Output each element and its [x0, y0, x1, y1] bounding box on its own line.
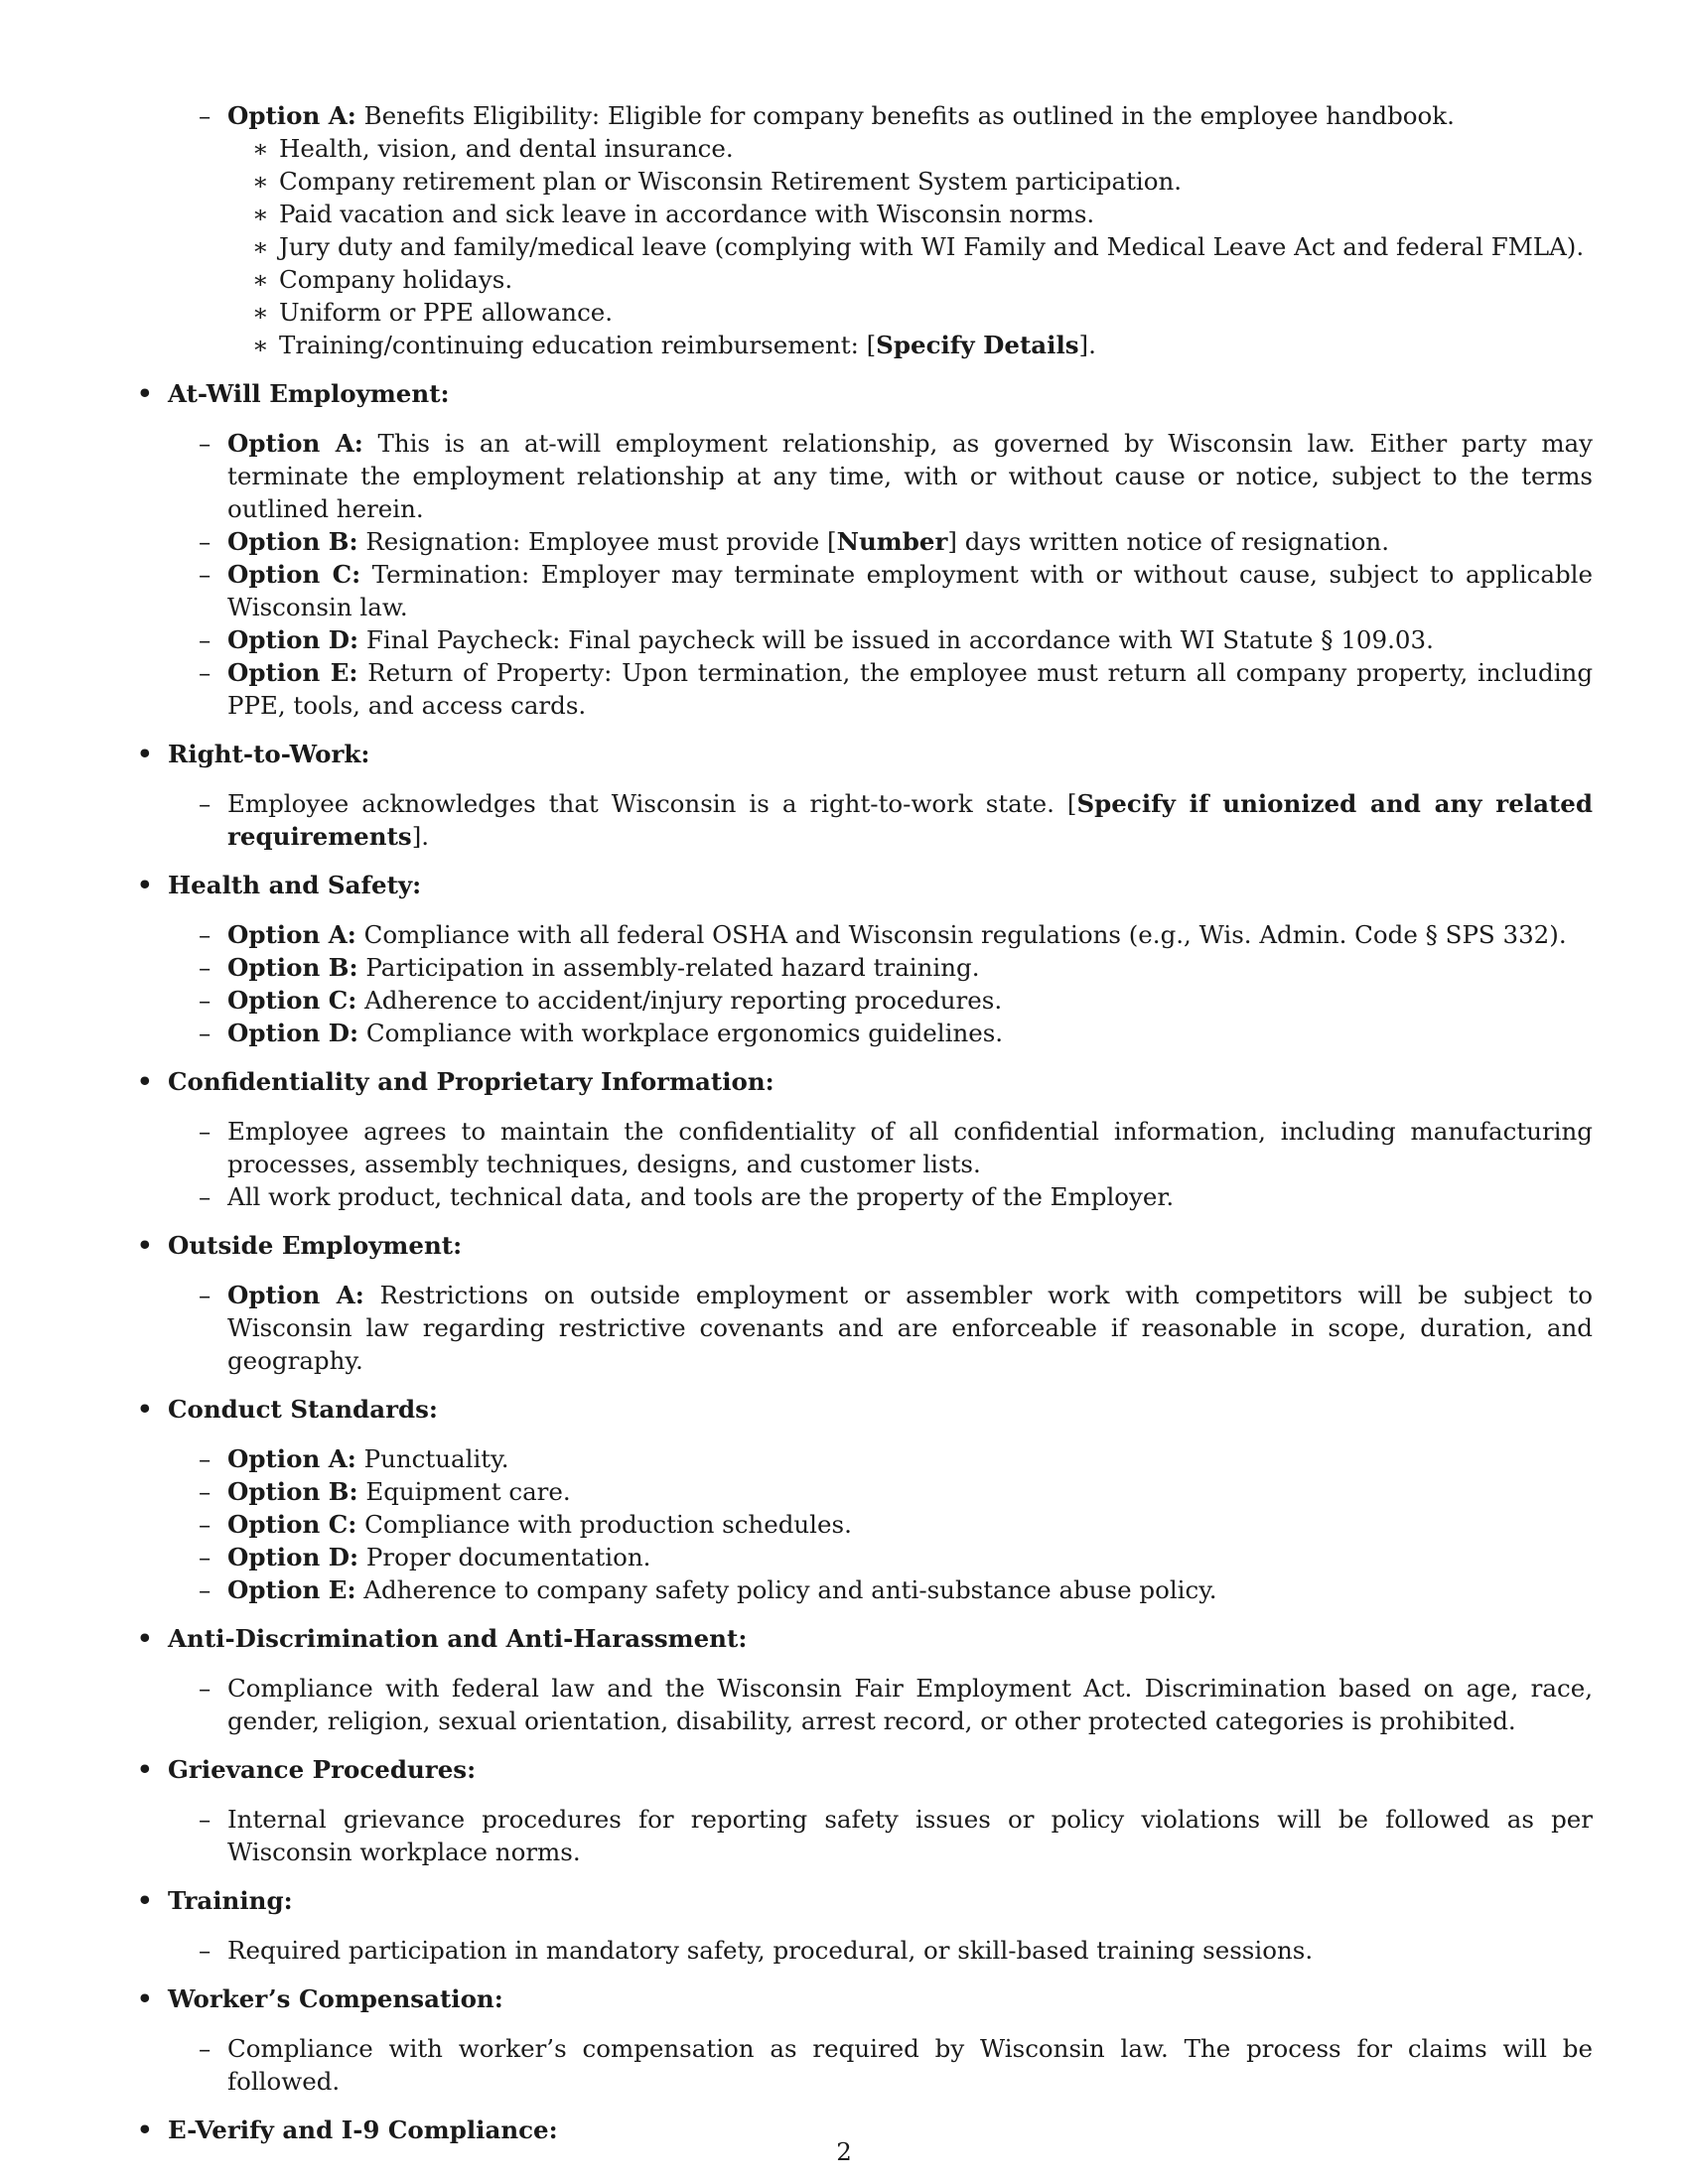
- item-text: Adherence to accident/injury reporting procedures.: [356, 986, 1003, 1015]
- option-label: Option D:: [227, 1019, 359, 1047]
- option-label: Option E:: [227, 658, 358, 687]
- item-text: Adherence to company safety policy and anti-substance abuse policy.: [355, 1575, 1217, 1604]
- bullet-marker: •: [137, 1067, 153, 1096]
- section-items: [133, 1803, 1593, 1868]
- list-item: [133, 623, 1593, 656]
- sub-list-item: [133, 296, 1593, 329]
- star-marker: ∗: [252, 134, 269, 163]
- list-item: [133, 1803, 1593, 1868]
- bullet-marker: •: [137, 379, 153, 408]
- bullet-marker: •: [137, 2116, 153, 2144]
- section-items: [133, 918, 1593, 1049]
- star-marker: ∗: [252, 167, 269, 196]
- item-text: Participation in assembly-related hazard training.: [357, 953, 980, 982]
- bullet-marker: •: [137, 1984, 153, 2013]
- item-text: Restrictions on outside employment or assembler work with competitors will be subject to Wisconsin law regarding restrictive covenants and are enforceable if reasonable in scope, duration, and geography.: [227, 1281, 1593, 1375]
- section-heading-row: [133, 1065, 1593, 1098]
- list-item: [133, 427, 1593, 525]
- list-item: [133, 656, 1593, 722]
- bullet-marker: •: [137, 1231, 153, 1260]
- section-heading: Grievance Procedures:: [168, 1755, 477, 1784]
- sub-item-text: Uniform or PPE allowance.: [279, 298, 614, 327]
- item-text: ].: [411, 822, 430, 851]
- sub-item-text: ].: [1078, 331, 1096, 359]
- bullet-marker: •: [137, 1886, 153, 1915]
- option-label: Option A:: [227, 1281, 364, 1309]
- item-text: Resignation: Employee must provide [: [357, 527, 837, 556]
- section-items: [133, 787, 1593, 853]
- dash-marker: –: [199, 2034, 211, 2063]
- section-right-to-work: [133, 738, 1593, 853]
- dash-marker: –: [199, 1936, 211, 1965]
- dash-marker: –: [199, 560, 211, 589]
- dash-marker: –: [199, 1019, 211, 1047]
- option-label: Option B:: [227, 953, 358, 982]
- section-heading: Right-to-Work:: [168, 740, 370, 768]
- benefits-continuation: [133, 99, 1593, 361]
- option-label: Option C:: [227, 560, 361, 589]
- sub-item-text: Health, vision, and dental insurance.: [279, 134, 734, 163]
- section-anti-discrimination: [133, 1622, 1593, 1737]
- bullet-marker: •: [137, 1395, 153, 1424]
- section-heading-row: [133, 1884, 1593, 1917]
- item-text: Compliance with worker’s compensation as required by Wisconsin law. The process for claims will be followed.: [227, 2034, 1593, 2096]
- section-heading-row: [133, 377, 1593, 410]
- dash-marker: –: [199, 1444, 211, 1473]
- section-health-and-safety: [133, 869, 1593, 1049]
- list-item: [133, 1115, 1593, 1180]
- section-outside-employment: [133, 1229, 1593, 1377]
- dash-marker: –: [199, 658, 211, 687]
- item-text: Compliance with production schedules.: [356, 1510, 852, 1539]
- list-item: [133, 1573, 1593, 1606]
- bullet-marker: •: [137, 1624, 153, 1653]
- item-text: Internal grievance procedures for reporting safety issues or policy violations will be followed as per Wisconsin workplace norms.: [227, 1805, 1593, 1866]
- section-heading: At-Will Employment:: [168, 379, 450, 408]
- option-label: Option D:: [227, 1543, 359, 1571]
- dash-marker: –: [199, 101, 211, 130]
- option-label: Option B:: [227, 1477, 358, 1506]
- dash-marker: –: [199, 1674, 211, 1703]
- dash-marker: –: [199, 625, 211, 654]
- section-heading: Outside Employment:: [168, 1231, 463, 1260]
- sub-list-item: [133, 165, 1593, 198]
- section-heading-row: [133, 738, 1593, 770]
- star-marker: ∗: [252, 232, 269, 261]
- item-text: Equipment care.: [357, 1477, 571, 1506]
- option-label: Option E:: [227, 1575, 356, 1604]
- section-training: [133, 1884, 1593, 1967]
- section-heading-row: [133, 869, 1593, 901]
- page-number: 2: [836, 2137, 852, 2166]
- item-text: Return of Property: Upon termination, the employee must return all company property, including PPE, tools, and access cards.: [227, 658, 1594, 720]
- placeholder-bold: Number: [836, 527, 948, 556]
- dash-marker: –: [199, 1805, 211, 1834]
- section-at-will-employment: [133, 377, 1593, 722]
- sub-item-text: Paid vacation and sick leave in accordance with Wisconsin norms.: [279, 200, 1095, 228]
- section-heading: Worker’s Compensation:: [168, 1984, 503, 2013]
- list-item: [133, 558, 1593, 623]
- sub-list-item: [133, 230, 1593, 263]
- section-heading: E-Verify and I-9 Compliance:: [168, 2116, 558, 2144]
- section-heading: Training:: [168, 1886, 293, 1915]
- section-items: [133, 1279, 1593, 1377]
- item-text: Employee agrees to maintain the confidentiality of all confidential information, including manufacturing processes, assembly techniques, designs, and customer lists.: [227, 1117, 1593, 1178]
- list-item: [133, 1934, 1593, 1967]
- list-item: [133, 1508, 1593, 1541]
- section-heading-row: [133, 1229, 1593, 1262]
- dash-marker: –: [199, 1510, 211, 1539]
- section-conduct-standards: [133, 1393, 1593, 1606]
- list-item: [133, 2032, 1593, 2098]
- bullet-marker: •: [137, 871, 153, 899]
- list-item: [133, 1279, 1593, 1377]
- section-heading: Health and Safety:: [168, 871, 422, 899]
- item-text: Benefits Eligibility: Eligible for company benefits as outlined in the employee handbook.: [355, 101, 1455, 130]
- section-heading: Confidentiality and Proprietary Information:: [168, 1067, 774, 1096]
- option-label: Option D:: [227, 625, 359, 654]
- item-text: Compliance with federal law and the Wisconsin Fair Employment Act. Discrimination based on age, race, gender, religion, sexual orientation, disability, arrest record, or other protected categories is prohibited.: [227, 1674, 1593, 1735]
- section-items: [133, 1442, 1593, 1606]
- item-text: Required participation in mandatory safety, procedural, or skill-based training sessions.: [227, 1936, 1314, 1965]
- document-body: [133, 99, 1593, 2146]
- list-item: [133, 787, 1593, 853]
- item-text: All work product, technical data, and tools are the property of the Employer.: [227, 1182, 1175, 1211]
- option-label: Option B:: [227, 527, 358, 556]
- section-confidentiality: [133, 1065, 1593, 1213]
- dash-marker: –: [199, 527, 211, 556]
- section-items: [133, 1115, 1593, 1213]
- dash-marker: –: [199, 920, 211, 949]
- section-heading-row: [133, 1982, 1593, 2015]
- list-item: [133, 1017, 1593, 1049]
- dash-marker: –: [199, 789, 211, 818]
- option-label: Option A:: [227, 1444, 356, 1473]
- option-label: Option A:: [227, 101, 356, 130]
- section-workers-compensation: [133, 1982, 1593, 2098]
- list-item: [133, 984, 1593, 1017]
- section-heading: Conduct Standards:: [168, 1395, 438, 1424]
- sub-item-text: Company holidays.: [279, 265, 513, 294]
- item-text: This is an at-will employment relationship, as governed by Wisconsin law. Either party may terminate the employment relationship at any time, with or without cause or notice, subject to the terms outlined herein.: [227, 429, 1593, 523]
- section-heading-row: [133, 1393, 1593, 1426]
- option-label: Option C:: [227, 986, 357, 1015]
- list-item: [133, 918, 1593, 951]
- list-item: [133, 1442, 1593, 1475]
- sub-list-item: [133, 132, 1593, 165]
- sub-item-text: Jury duty and family/medical leave (complying with WI Family and Medical Leave Act and federal FMLA).: [279, 232, 1585, 261]
- list-item: [133, 1672, 1593, 1737]
- option-label: Option C:: [227, 1510, 357, 1539]
- section-items: [133, 1672, 1593, 1737]
- section-heading-row: [133, 1753, 1593, 1786]
- section-heading: Anti-Discrimination and Anti-Harassment:: [168, 1624, 748, 1653]
- item-text: Punctuality.: [355, 1444, 509, 1473]
- sub-list-item: [133, 198, 1593, 230]
- sub-item-text: Training/continuing education reimbursement: [: [279, 331, 877, 359]
- section-heading-row: [133, 1622, 1593, 1655]
- section-items: [133, 427, 1593, 722]
- sub-item-text: Company retirement plan or Wisconsin Retirement System participation.: [279, 167, 1183, 196]
- list-item: [133, 1475, 1593, 1508]
- star-marker: ∗: [252, 298, 269, 327]
- sub-list-item: [133, 329, 1593, 361]
- item-text: Compliance with workplace ergonomics guidelines.: [358, 1019, 1004, 1047]
- item-text: Final Paycheck: Final paycheck will be issued in accordance with WI Statute § 109.03.: [358, 625, 1434, 654]
- dash-marker: –: [199, 1182, 211, 1211]
- dash-marker: –: [199, 1281, 211, 1309]
- section-grievance-procedures: [133, 1753, 1593, 1868]
- bullet-marker: •: [137, 740, 153, 768]
- dash-marker: –: [199, 953, 211, 982]
- dash-marker: –: [199, 429, 211, 458]
- list-item: [133, 951, 1593, 984]
- sub-list-item: [133, 263, 1593, 296]
- placeholder-bold: Specify if unionized and any related requirements: [227, 789, 1593, 851]
- bullet-marker: •: [137, 1755, 153, 1784]
- dash-marker: –: [199, 1575, 211, 1604]
- item-text: Employee acknowledges that Wisconsin is a right-to-work state. [: [227, 789, 1077, 818]
- item-text: Compliance with all federal OSHA and Wisconsin regulations (e.g., Wis. Admin. Code § SPS 332).: [355, 920, 1567, 949]
- star-marker: ∗: [252, 265, 269, 294]
- list-item: [133, 99, 1593, 132]
- list-item: [133, 1541, 1593, 1573]
- option-label: Option A:: [227, 429, 363, 458]
- placeholder-bold: Specify Details: [876, 331, 1079, 359]
- star-marker: ∗: [252, 200, 269, 228]
- dash-marker: –: [199, 1543, 211, 1571]
- dash-marker: –: [199, 1477, 211, 1506]
- list-item: [133, 1180, 1593, 1213]
- item-text: Termination: Employer may terminate employment with or without cause, subject to applicable Wisconsin law.: [227, 560, 1594, 621]
- item-text: ] days written notice of resignation.: [947, 527, 1389, 556]
- item-text: Proper documentation.: [358, 1543, 651, 1571]
- dash-marker: –: [199, 986, 211, 1015]
- star-marker: ∗: [252, 331, 269, 359]
- list-item: [133, 525, 1593, 558]
- section-items: [133, 2032, 1593, 2098]
- section-items: [133, 1934, 1593, 1967]
- option-label: Option A:: [227, 920, 356, 949]
- dash-marker: –: [199, 1117, 211, 1146]
